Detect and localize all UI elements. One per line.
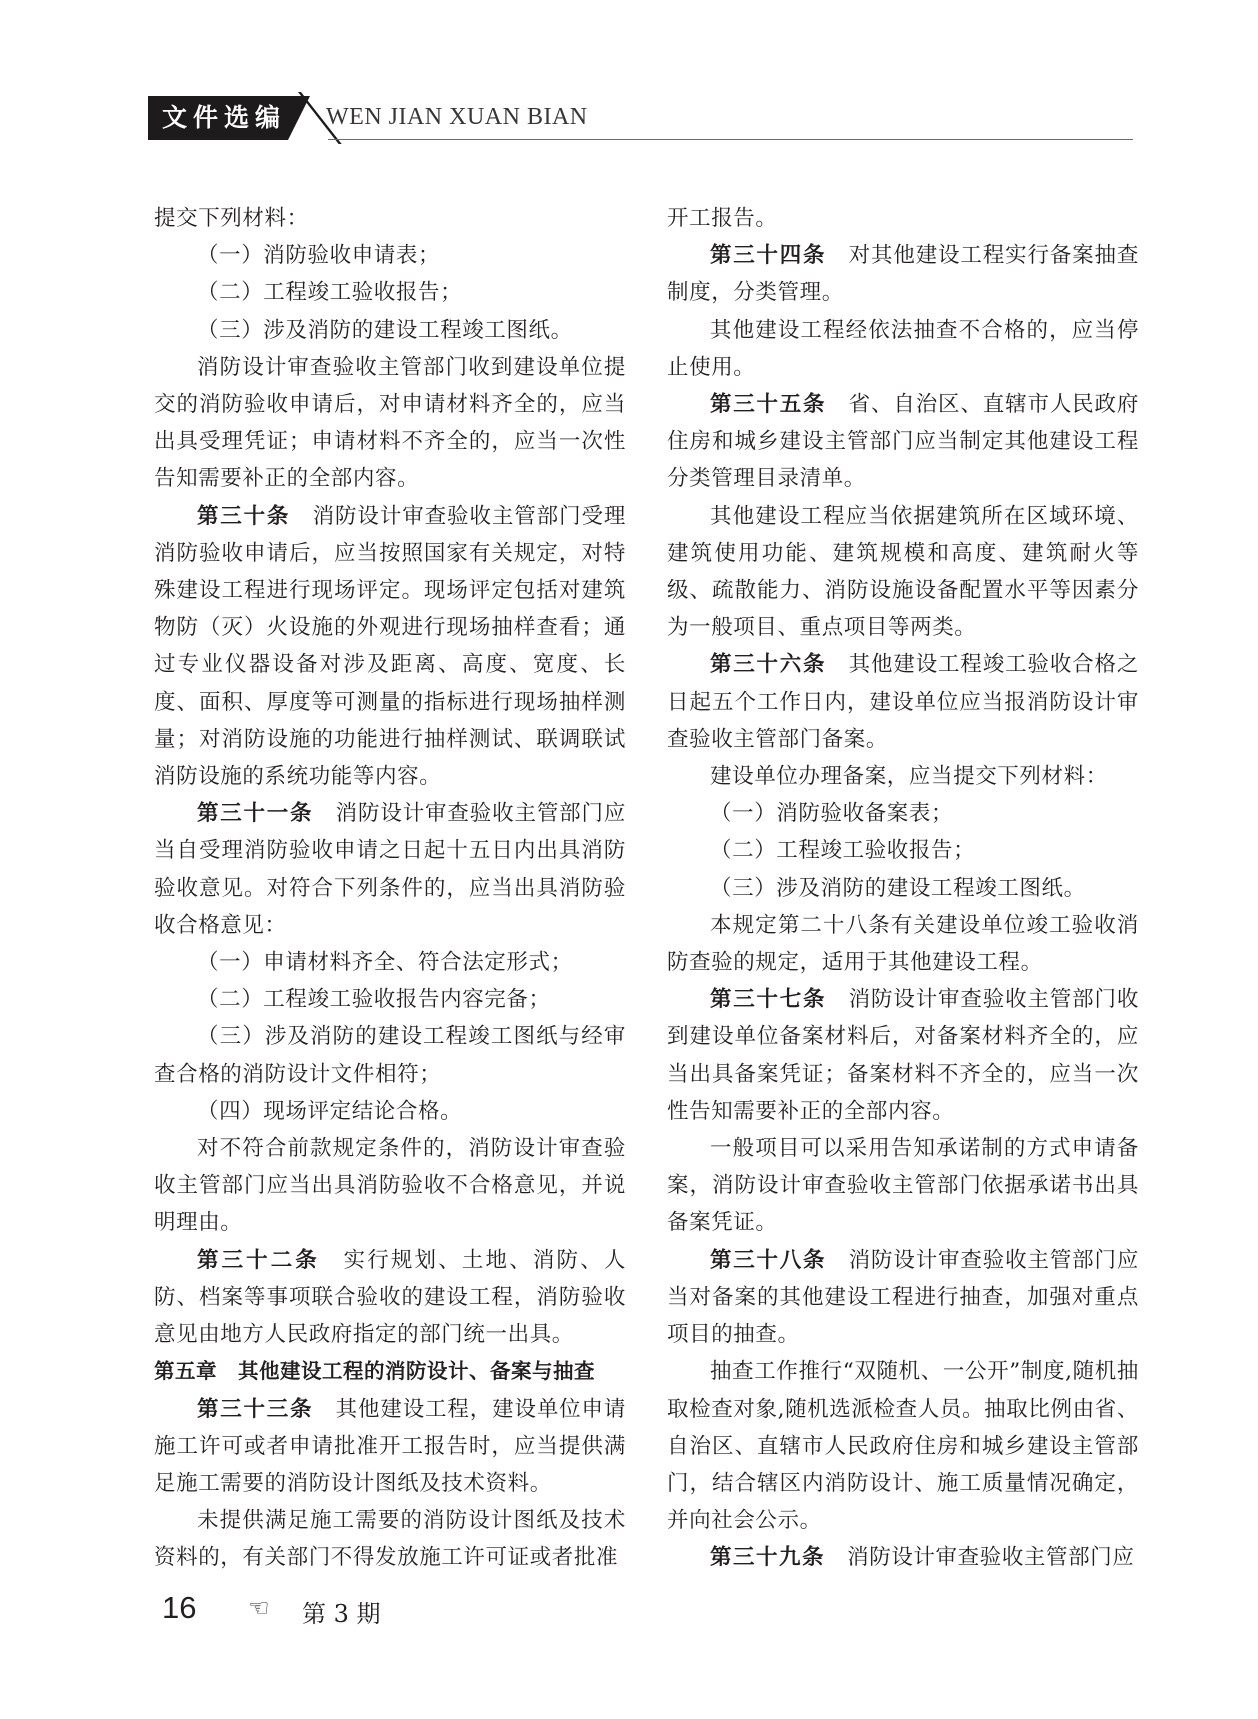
article-number: 第三十二条 [197, 1247, 320, 1273]
article-paragraph [154, 1391, 626, 1503]
article-gap [826, 652, 848, 677]
body-paragraph: 开工报告。 [667, 206, 778, 231]
section-tag-latin: WEN JIAN XUAN BIAN [326, 104, 588, 130]
left-column [154, 200, 626, 1577]
page-number: 16 [162, 1590, 197, 1625]
article-paragraph [154, 795, 626, 944]
article-text: 实行规划、土地、消防、人防、档案等事项联合验收的建设工程，消防验收意见由地方人民政府指定的部门统一出具。 [154, 1247, 626, 1348]
body-paragraph: 消防设计审查验收主管部门收到建设单位提交的消防验收申请后，对申请材料齐全的，应当出具受理凭证；申请材料不齐全的，应当一次性告知需要补正的全部内容。 [154, 354, 626, 492]
body-paragraph: （二）工程竣工验收报告； [197, 280, 463, 306]
body-paragraph: （四）现场评定结论合格。 [197, 1098, 463, 1124]
chapter-heading: 第五章 其他建设工程的消防设计、备案与抽查 [154, 1359, 595, 1384]
article-paragraph [154, 498, 626, 796]
article-gap [826, 1248, 848, 1273]
article-number: 第三十四条 [710, 243, 827, 269]
article-gap [826, 243, 848, 268]
article-gap [826, 392, 848, 417]
body-paragraph: （三）涉及消防的建设工程竣工图纸。 [710, 875, 1086, 901]
header-rule [328, 139, 1133, 140]
article-text: 对其他建设工程实行备案抽查制度，分类管理。 [667, 243, 1139, 306]
section-tag: 文件选编 [148, 96, 288, 140]
body-paragraph: （一）申请材料齐全、符合法定形式； [197, 950, 573, 976]
article-number: 第三十八条 [710, 1247, 827, 1273]
article-gap [313, 1397, 335, 1422]
body-paragraph: 对不符合前款规定条件的，消防设计审查验收主管部门应当出具消防验收不合格意见，并说明理由。 [154, 1136, 626, 1236]
article-paragraph [667, 1242, 1139, 1354]
article-gap [825, 1545, 847, 1570]
article-number: 第三十七条 [710, 987, 827, 1013]
body-paragraph: （一）消防验收备案表； [710, 801, 954, 827]
article-number: 第三十五条 [710, 392, 827, 418]
article-gap [290, 504, 312, 529]
body-paragraph: 抽查工作推行“双随机、一公开”制度,随机抽取检查对象,随机选派检查人员。抽取比例由省、自治区、直辖市人民政府住房和城乡建设主管部门，结合辖区内消防设计、施工质量情况确定，并向社会公示。 [667, 1359, 1139, 1534]
body-paragraph: 其他建设工程应当依据建筑所在区域环境、建筑使用功能、建筑规模和高度、建筑耐火等级、疏散能力、消防设施设备配置水平等因素分为一般项目、重点项目等两类。 [667, 503, 1139, 641]
body-paragraph: （二）工程竣工验收报告； [710, 838, 976, 864]
article-text: 省、自治区、直辖市人民政府住房和城乡建设主管部门应当制定其他建设工程分类管理目录清单。 [667, 392, 1139, 492]
article-text: 消防设计审查验收主管部门受理消防验收申请后，应当按照国家有关规定，对特殊建设工程进行现场评定。现场评定包括对建筑物防（灭）火设施的外观进行现场抽样查看；通过专业仪器设备对涉及距离、高度、宽度、长度、面积、厚度等可测量的指标进行现场抽样测量；对消防设施的功能进行抽样测试、联调联试消防设施的系统功能等内容。 [154, 503, 626, 790]
article-text: 其他建设工程，建设单位申请施工许可或者申请批准开工报告时，应当提供满足施工需要的消防设计图纸及技术资料。 [154, 1396, 626, 1496]
body-paragraph: （一）消防验收申请表； [197, 243, 441, 269]
article-gap [826, 987, 848, 1012]
body-paragraph: 本规定第二十八条有关建设单位竣工验收消防查验的规定，适用于其他建设工程。 [667, 912, 1139, 976]
body-paragraph: 未提供满足施工需要的消防设计图纸及技术资料的，有关部门不得发放施工许可证或者批准 [154, 1508, 626, 1571]
article-text: 消防设计审查验收主管部门收到建设单位备案材料后，对备案材料齐全的，应当出具备案凭证；备案材料不齐全的，应当一次性告知需要补正的全部内容。 [667, 987, 1139, 1124]
body-paragraph: 一般项目可以采用告知承诺制的方式申请备案，消防设计审查验收主管部门依据承诺书出具备案凭证。 [667, 1136, 1139, 1236]
body-paragraph: （二）工程竣工验收报告内容完备； [197, 987, 551, 1013]
page-header [148, 92, 1133, 144]
article-gap [320, 1248, 344, 1273]
body-paragraph: （三）涉及消防的建设工程竣工图纸。 [197, 317, 573, 343]
article-text: 消防设计审查验收主管部门应当对备案的其他建设工程进行抽查，加强对重点项目的抽查。 [667, 1247, 1139, 1348]
article-text: 其他建设工程竣工验收合格之日起五个工作日内，建设单位应当报消防设计审查验收主管部门备案。 [667, 652, 1139, 752]
article-number: 第三十六条 [710, 652, 827, 678]
article-paragraph [667, 237, 1139, 311]
article-text: 消防设计审查验收主管部门应当自受理消防验收申请之日起十五日内出具消防验收意见。对符合下列条件的，应当出具消防验收合格意见： [154, 801, 626, 938]
article-number: 第三十条 [197, 503, 291, 529]
issue-label: 第 3 期 [302, 1600, 381, 1628]
article-text: 消防设计审查验收主管部门应 [847, 1545, 1135, 1571]
body-paragraph: 提交下列材料： [154, 206, 309, 231]
article-paragraph [667, 981, 1139, 1130]
article-number: 第三十三条 [197, 1396, 314, 1422]
right-column [667, 200, 1139, 1577]
article-paragraph [667, 646, 1139, 758]
article-gap [313, 801, 335, 826]
body-paragraph: 建设单位办理备案，应当提交下列材料： [710, 764, 1108, 790]
article-paragraph [667, 386, 1139, 498]
article-number: 第三十一条 [197, 801, 314, 827]
article-number: 第三十九条 [710, 1545, 826, 1571]
pointing-hand-icon: ☜ [248, 1594, 270, 1622]
article-paragraph [667, 1539, 1139, 1576]
body-paragraph: （三）涉及消防的建设工程竣工图纸与经审查合格的消防设计文件相符； [154, 1024, 626, 1087]
article-paragraph [154, 1242, 626, 1354]
body-paragraph: 其他建设工程经依法抽查不合格的，应当停止使用。 [667, 317, 1139, 380]
